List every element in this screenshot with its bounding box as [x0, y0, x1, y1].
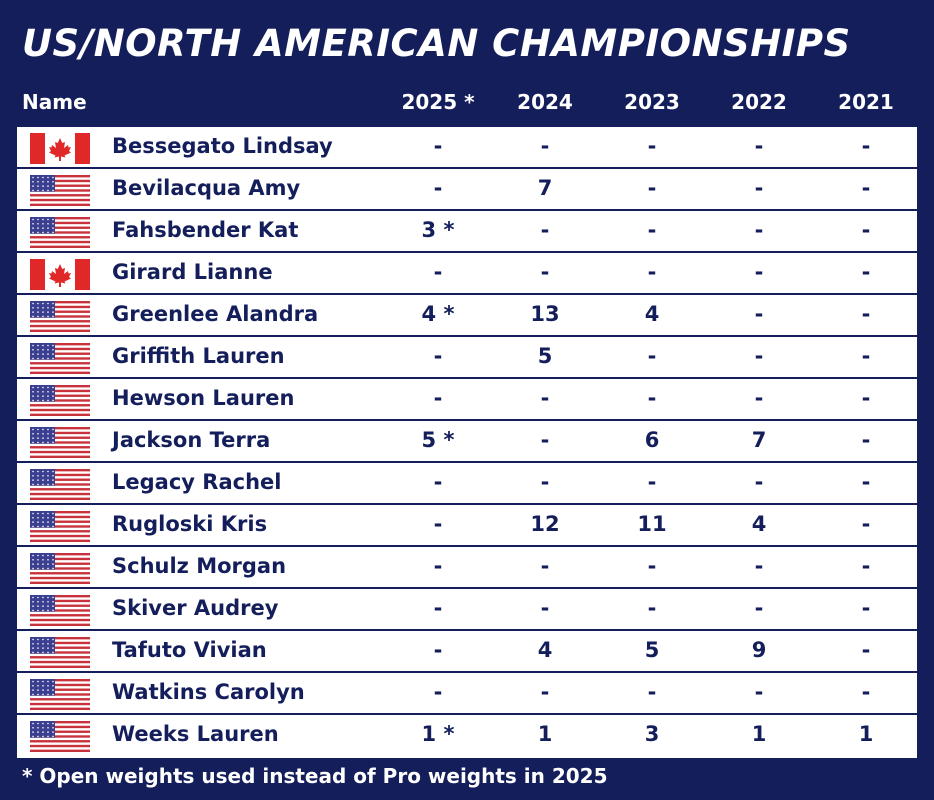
result-cell: - [647, 596, 657, 620]
result-cell: 5 * [421, 428, 455, 452]
athlete-name: Griffith Lauren [112, 344, 285, 368]
result-cell: 4 [751, 512, 767, 536]
result-cell: - [754, 470, 764, 494]
result-cell: - [861, 638, 871, 662]
result-cell: 4 [644, 302, 660, 326]
result-cell: 1 [751, 722, 767, 746]
usa-flag-icon [30, 301, 90, 332]
result-cell: - [433, 134, 443, 158]
result-cell: 11 [637, 512, 667, 536]
result-cell: - [861, 512, 871, 536]
table-row [17, 631, 917, 673]
canada-flag-icon [30, 133, 90, 164]
result-cell: - [861, 554, 871, 578]
result-cell: - [540, 218, 550, 242]
result-cell: - [433, 680, 443, 704]
table-row [17, 673, 917, 715]
result-cell: - [754, 344, 764, 368]
results-table [17, 127, 917, 758]
athlete-name: Girard Lianne [112, 260, 273, 284]
usa-flag-icon [30, 343, 90, 374]
year-column-header-2024: 2024 [517, 90, 573, 114]
name-column-header: Name [22, 90, 87, 114]
result-cell: - [861, 176, 871, 200]
result-cell: 12 [530, 512, 560, 536]
result-cell: - [861, 680, 871, 704]
table-row [17, 211, 917, 253]
usa-flag-icon [30, 469, 90, 500]
table-row [17, 715, 917, 757]
usa-flag-icon [30, 217, 90, 248]
usa-flag-icon [30, 427, 90, 458]
athlete-name: Greenlee Alandra [112, 302, 319, 326]
result-cell: - [754, 176, 764, 200]
result-cell: - [861, 260, 871, 284]
result-cell: - [647, 470, 657, 494]
table-row [17, 379, 917, 421]
athlete-name: Schulz Morgan [112, 554, 287, 578]
year-column-header-2021: 2021 [838, 90, 894, 114]
table-row [17, 421, 917, 463]
athlete-name: Bevilacqua Amy [112, 176, 301, 200]
result-cell: - [754, 302, 764, 326]
result-cell: 5 [537, 344, 553, 368]
usa-flag-icon [30, 385, 90, 416]
result-cell: - [433, 554, 443, 578]
result-cell: - [433, 386, 443, 410]
usa-flag-icon [30, 637, 90, 668]
page-title: US/NORTH AMERICAN CHAMPIONSHIPS [22, 22, 851, 65]
result-cell: - [754, 596, 764, 620]
result-cell: - [861, 470, 871, 494]
result-cell: - [861, 218, 871, 242]
result-cell: - [861, 386, 871, 410]
result-cell: 3 [644, 722, 660, 746]
athlete-name: Weeks Lauren [112, 722, 279, 746]
result-cell: - [647, 218, 657, 242]
result-cell: 3 * [421, 218, 455, 242]
usa-flag-icon [30, 511, 90, 542]
result-cell: - [540, 386, 550, 410]
table-row [17, 127, 917, 169]
result-cell: - [647, 386, 657, 410]
year-column-header-2023: 2023 [624, 90, 680, 114]
table-row [17, 169, 917, 211]
canada-flag-icon [30, 259, 90, 290]
athlete-name: Fahsbender Kat [112, 218, 299, 242]
result-cell: 7 [537, 176, 553, 200]
usa-flag-icon [30, 553, 90, 584]
athlete-name: Watkins Carolyn [112, 680, 305, 704]
usa-flag-icon [30, 595, 90, 626]
result-cell: - [433, 470, 443, 494]
result-cell: - [540, 596, 550, 620]
result-cell: 9 [751, 638, 767, 662]
athlete-name: Tafuto Vivian [112, 638, 267, 662]
table-row [17, 337, 917, 379]
usa-flag-icon [30, 175, 90, 206]
result-cell: - [433, 596, 443, 620]
result-cell: - [540, 554, 550, 578]
result-cell: - [754, 260, 764, 284]
athlete-name: Legacy Rachel [112, 470, 282, 494]
athlete-name: Skiver Audrey [112, 596, 279, 620]
result-cell: - [647, 554, 657, 578]
result-cell: - [754, 386, 764, 410]
table-row [17, 547, 917, 589]
result-cell: 4 * [421, 302, 455, 326]
result-cell: - [754, 218, 764, 242]
result-cell: - [540, 680, 550, 704]
result-cell: - [433, 512, 443, 536]
result-cell: - [861, 428, 871, 452]
table-row [17, 505, 917, 547]
result-cell: - [433, 344, 443, 368]
result-cell: - [647, 134, 657, 158]
result-cell: 1 [537, 722, 553, 746]
table-header [0, 90, 934, 120]
result-cell: - [754, 554, 764, 578]
athlete-name: Rugloski Kris [112, 512, 268, 536]
year-column-header-2022: 2022 [731, 90, 787, 114]
result-cell: - [647, 680, 657, 704]
result-cell: - [540, 260, 550, 284]
table-row [17, 463, 917, 505]
usa-flag-icon [30, 721, 90, 752]
result-cell: 4 [537, 638, 553, 662]
result-cell: 5 [644, 638, 660, 662]
result-cell: - [433, 638, 443, 662]
result-cell: - [433, 260, 443, 284]
result-cell: - [861, 134, 871, 158]
result-cell: - [754, 134, 764, 158]
result-cell: - [861, 344, 871, 368]
result-cell: 6 [644, 428, 660, 452]
result-cell: - [647, 176, 657, 200]
result-cell: 1 * [421, 722, 455, 746]
result-cell: - [540, 428, 550, 452]
result-cell: 7 [751, 428, 767, 452]
footnote: * Open weights used instead of Pro weights in 2025 [22, 764, 608, 788]
result-cell: - [540, 134, 550, 158]
usa-flag-icon [30, 679, 90, 710]
result-cell: 1 [858, 722, 874, 746]
table-row [17, 253, 917, 295]
athlete-name: Jackson Terra [112, 428, 271, 452]
athlete-name: Hewson Lauren [112, 386, 295, 410]
athlete-name: Bessegato Lindsay [112, 134, 333, 158]
result-cell: - [754, 680, 764, 704]
result-cell: - [861, 596, 871, 620]
table-row [17, 589, 917, 631]
result-cell: - [433, 176, 443, 200]
result-cell: - [861, 302, 871, 326]
result-cell: - [647, 260, 657, 284]
result-cell: - [647, 344, 657, 368]
table-row [17, 295, 917, 337]
result-cell: 13 [530, 302, 560, 326]
result-cell: - [540, 470, 550, 494]
year-column-header-2025: 2025 * [401, 90, 475, 114]
